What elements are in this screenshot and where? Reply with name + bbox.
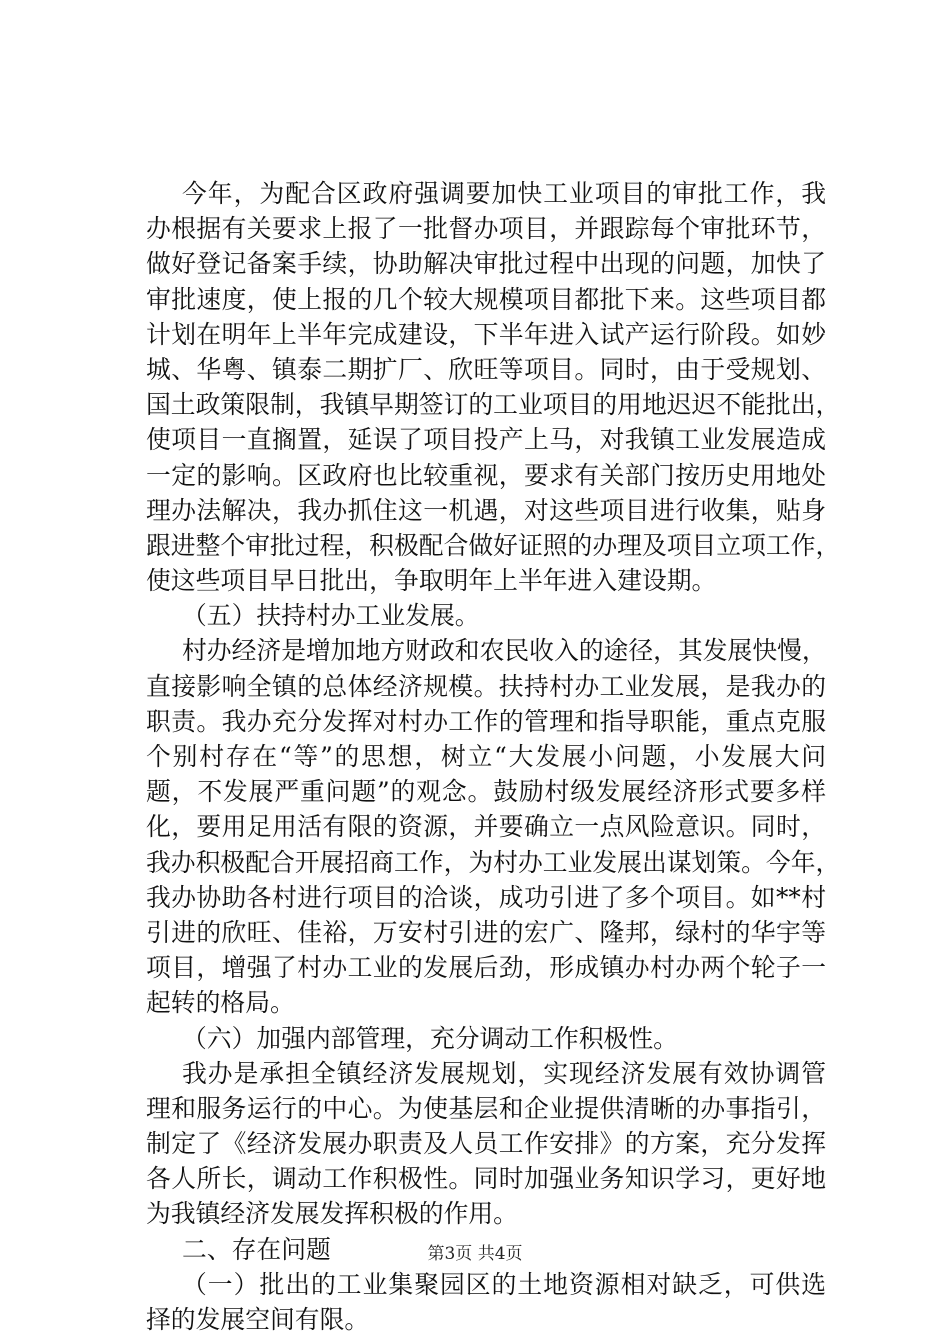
text-line: 各人所长，调动工作积极性。同时加强业务知识学习，更好地 [146,1164,826,1194]
text-line: 做好登记备案手续，协助解决审批过程中出现的问题，加快了 [146,249,826,279]
text-line: 个别村存在“等”的思想，树立“大发展小问题，小发展大问 [146,742,826,771]
section-heading: 二、存在问题 [182,1234,331,1264]
text-line: 为我镇经济发展发挥积极的作用。 [146,1199,518,1229]
text-line: 职责。我办充分发挥对村办工作的管理和指导职能，重点克服 [146,706,826,736]
text-line: 理和服务运行的中心。为使基层和企业提供清晰的办事指引， [146,1093,826,1123]
text-line: 化，要用足用活有限的资源，并要确立一点风险意识。同时， [146,812,826,842]
text-line: 城、华粤、镇泰二期扩厂、欣旺等项目。同时，由于受规划、 [146,354,826,384]
text-line: 引进的欣旺、佳裕，万安村引进的宏广、隆邦，绿村的华宇等 [146,917,826,947]
text-line: 计划在明年上半年完成建设，下半年进入试产运行阶段。如妙 [146,319,826,349]
text-line: （一）批出的工业集聚园区的土地资源相对缺乏，可供选 [182,1269,826,1299]
text-line: 使这些项目早日批出，争取明年上半年进入建设期。 [146,566,717,596]
text-line: 办根据有关要求上报了一批督办项目，并跟踪每个审批环节， [146,214,826,244]
page-number-footer: 第3页 共4页 [427,1244,523,1264]
document-body [146,176,841,1337]
text-line: 题，不发展严重问题”的观念。鼓励村级发展经济形式要多样 [146,777,826,807]
section-heading: （五）扶持村办工业发展。 [182,601,480,631]
text-line: 起转的格局。 [146,988,295,1018]
text-line: 今年，为配合区政府强调要加快工业项目的审批工作，我 [182,179,826,208]
text-line: 直接影响全镇的总体经济规模。扶持村办工业发展，是我办的 [146,671,826,701]
text-line: 审批速度，使上报的几个较大规模项目都批下来。这些项目都 [146,284,826,314]
text-line: 一定的影响。区政府也比较重视，要求有关部门按历史用地处 [146,460,826,490]
text-line: 跟进整个审批过程，积极配合做好证照的办理及项目立项工作， [146,530,841,560]
text-line: 制定了《经济发展办职责及人员工作安排》的方案，充分发挥 [146,1129,826,1159]
text-line: 村办经济是增加地方财政和农民收入的途径，其发展快慢， [182,636,827,666]
section-heading: （六）加强内部管理，充分调动工作积极性。 [182,1023,678,1053]
text-line: 我办协助各村进行项目的洽谈，成功引进了多个项目。如**村 [146,882,826,912]
text-line: 国土政策限制，我镇早期签订的工业项目的用地迟迟不能批出， [146,390,841,420]
text-line: 我办是承担全镇经济发展规划，实现经济发展有效协调管 [182,1058,826,1088]
text-line: 项目，增强了村办工业的发展后劲，形成镇办村办两个轮子一 [146,953,826,983]
text-line: 我办积极配合开展招商工作，为村办工业发展出谋划策。今年， [146,847,841,877]
text-line: 使项目一直搁置，延误了项目投产上马，对我镇工业发展造成 [146,425,826,455]
text-line: 理办法解决，我办抓住这一机遇，对这些项目进行收集，贴身 [146,495,826,525]
text-line: 择的发展空间有限。 [146,1305,370,1334]
